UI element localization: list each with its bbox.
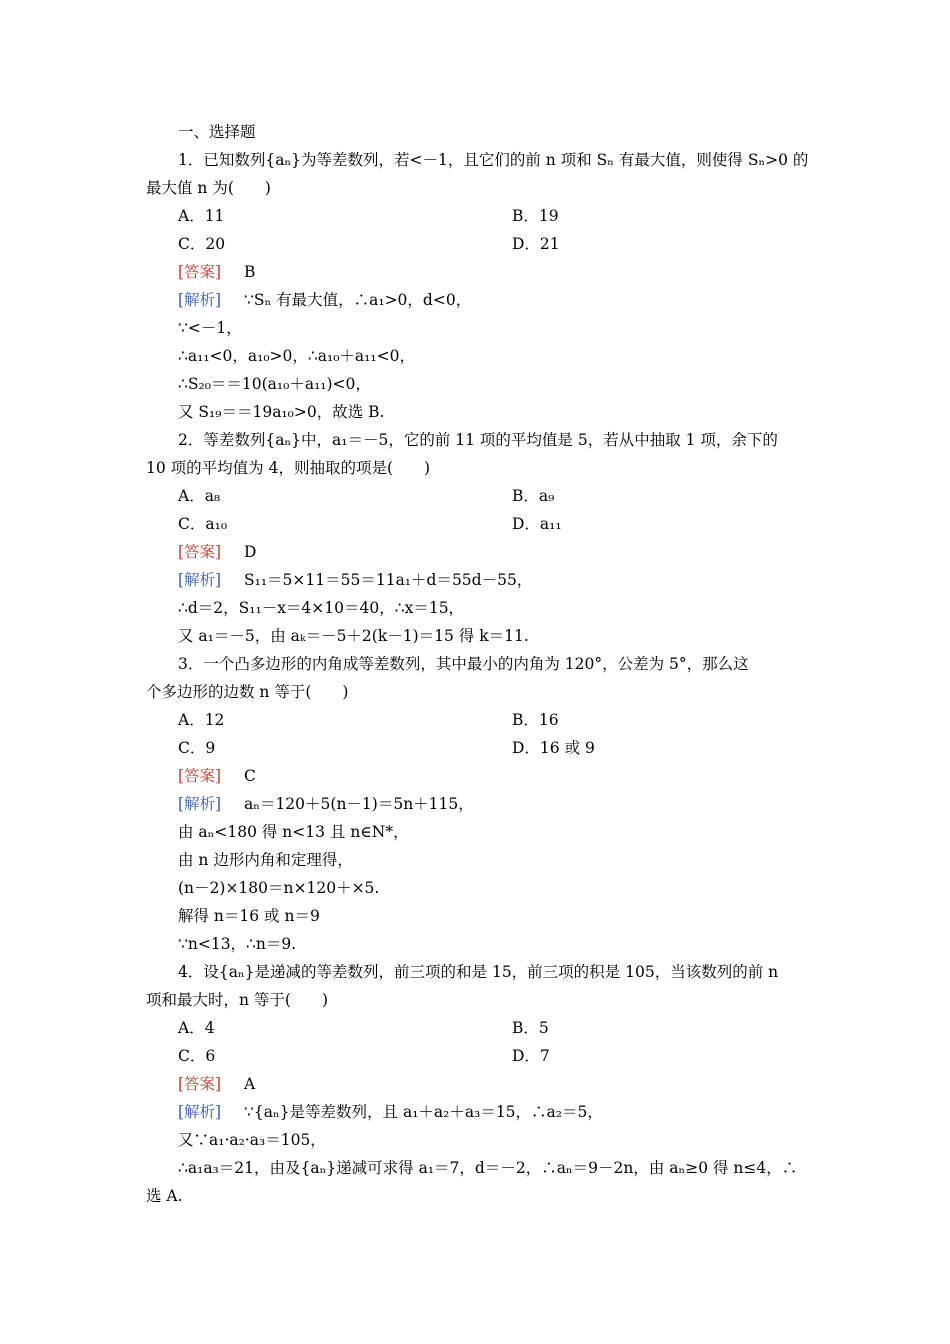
option-a: A．11	[178, 207, 225, 225]
question-stem-line: 个多边形的边数 n 等于( )	[146, 683, 349, 701]
question-stem-line: 10 项的平均值为 4，则抽取的项是( )	[146, 459, 431, 477]
option-b: B．5	[512, 1019, 549, 1037]
option-d: D．7	[512, 1047, 550, 1065]
analysis-line: 解得 n＝16 或 n＝9	[178, 907, 320, 925]
analysis-line: (n－2)×180＝n×120＋×5.	[178, 879, 380, 897]
question-stem-line: 项和最大时，n 等于( )	[146, 991, 329, 1009]
analysis-line: ∴S₂₀＝＝10(a₁₀＋a₁₁)<0，	[178, 375, 371, 393]
analysis-line: ∴a₁a₃＝21，由及{aₙ}递减可求得 a₁＝7，d＝－2，∴aₙ＝9－2n，由 aₙ≥0 得 n≤4，∴	[178, 1159, 798, 1177]
analysis-line: 又∵a₁·a₂·a₃＝105，	[178, 1131, 326, 1149]
option-c: C．9	[178, 739, 216, 757]
option-b: B．19	[512, 207, 559, 225]
option-c: C．6	[178, 1047, 216, 1065]
answer-label: [答案]	[178, 543, 222, 561]
answer-value: A	[244, 1075, 256, 1093]
question-stem-line: 最大值 n 为( )	[146, 179, 271, 197]
analysis-label: [解析]	[178, 795, 222, 813]
analysis-line: 又 S₁₉＝＝19a₁₀>0，故选 B.	[178, 403, 385, 421]
option-c: C．a₁₀	[178, 515, 228, 533]
analysis-line: aₙ＝120＋5(n－1)＝5n＋115，	[244, 795, 474, 813]
analysis-line: 选 A.	[146, 1187, 183, 1205]
analysis-line: 又 a₁＝－5，由 aₖ＝－5＋2(k－1)＝15 得 k＝11.	[178, 627, 529, 645]
option-d: D．a₁₁	[512, 515, 562, 533]
question-stem-line: 2．等差数列{aₙ}中，a₁＝－5，它的前 11 项的平均值是 5，若从中抽取 1 项，余下的	[178, 431, 778, 449]
analysis-line: 由 n 边形内角和定理得，	[178, 851, 353, 869]
analysis-line: ∴d＝2，S₁₁－x＝4×10＝40，∴x＝15，	[178, 599, 465, 617]
option-b: B．a₉	[512, 487, 555, 505]
option-d: D．16 或 9	[512, 739, 595, 757]
question-stem-line: 4．设{aₙ}是递减的等差数列，前三项的和是 15，前三项的积是 105，当该数列的前 n	[178, 963, 779, 981]
analysis-line: ∴a₁₁<0，a₁₀>0，∴a₁₀＋a₁₁<0，	[178, 347, 415, 365]
option-a: A．4	[178, 1019, 215, 1037]
analysis-label: [解析]	[178, 571, 222, 589]
option-a: A．a₈	[178, 487, 221, 505]
analysis-line: ∵{aₙ}是等差数列，且 a₁＋a₂＋a₃＝15，∴a₂＝5，	[244, 1103, 603, 1121]
analysis-line: 由 aₙ<180 得 n<13 且 n∈N*，	[178, 823, 409, 841]
analysis-line: ∵n<13，∴n＝9.	[178, 935, 297, 953]
answer-value: C	[244, 767, 256, 785]
option-b: B．16	[512, 711, 559, 729]
answer-label: [答案]	[178, 1075, 222, 1093]
section-title: 一、选择题	[178, 123, 256, 141]
answer-label: [答案]	[178, 767, 222, 785]
analysis-line: ∵Sₙ 有最大值，∴a₁>0，d<0，	[244, 291, 472, 309]
option-d: D．21	[512, 235, 560, 253]
question-stem-line: 1．已知数列{aₙ}为等差数列，若<－1，且它们的前 n 项和 Sₙ 有最大值，则使得 Sₙ>0 的	[178, 151, 809, 169]
analysis-line: ∵<－1，	[178, 319, 242, 337]
answer-value: B	[244, 263, 256, 281]
option-c: C．20	[178, 235, 226, 253]
analysis-label: [解析]	[178, 1103, 222, 1121]
analysis-line: S₁₁＝5×11＝55＝11a₁＋d＝55d－55，	[244, 571, 533, 589]
answer-value: D	[244, 543, 257, 561]
analysis-label: [解析]	[178, 291, 222, 309]
answer-label: [答案]	[178, 263, 222, 281]
option-a: A．12	[178, 711, 225, 729]
question-stem-line: 3．一个凸多边形的内角成等差数列，其中最小的内角为 120°，公差为 5°，那么这	[178, 655, 749, 673]
